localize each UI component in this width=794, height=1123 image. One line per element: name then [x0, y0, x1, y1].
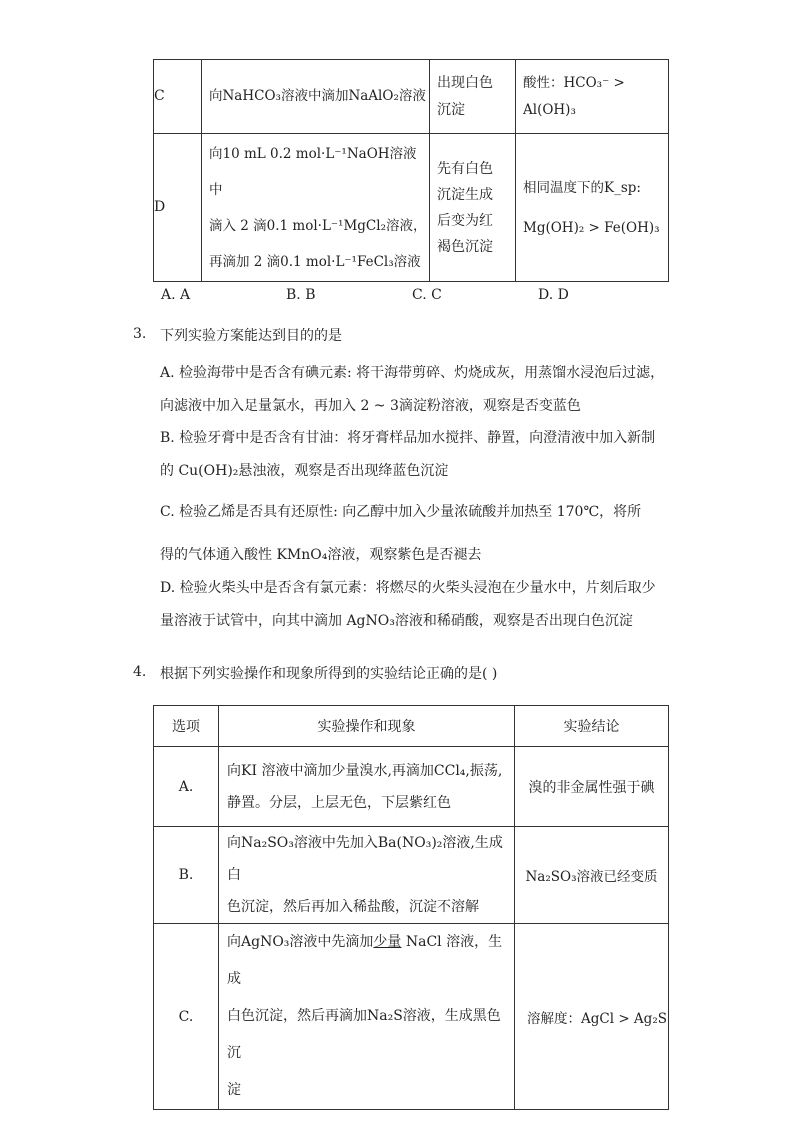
- operation-line: 静置。分层，上层无色，下层紫红色: [227, 794, 451, 811]
- operation-cell: [219, 747, 515, 827]
- row-label-cell: [154, 924, 219, 1110]
- conclusion-text: 酸性：HCO₃⁻ > Al(OH)₃: [523, 74, 625, 118]
- option-c-line[interactable]: 得的气体通入酸性 KMnO₄溶液，观察紫色是否褪去: [160, 547, 482, 563]
- operation-text: 向NaHCO₃溶液中滴加NaAlO₂溶液: [209, 88, 426, 104]
- conclusion-cell: [515, 827, 669, 924]
- phenomenon-line: 先有白色: [437, 160, 493, 177]
- table-cell-label: [154, 60, 202, 134]
- phenomenon-line: 褐色沉淀: [437, 238, 493, 255]
- conclusion-line: 相同温度下的K_sp:: [523, 179, 641, 196]
- operation-line: 向KI 溶液中滴加少量溴水,再滴加CCl₄,振荡,: [227, 762, 503, 779]
- conclusion-text: Na₂SO₃溶液已经变质: [525, 869, 658, 885]
- row-label: A.: [178, 778, 194, 795]
- phenomenon-line: 沉淀生成: [437, 186, 493, 203]
- header-operation: 实验操作和现象: [317, 719, 416, 735]
- header-option: 选项: [172, 719, 200, 735]
- question-number: 4.: [133, 664, 147, 680]
- conclusion-text: 溴的非金属性强于碘: [528, 779, 655, 796]
- conclusion-line: Mg(OH)₂ > Fe(OH)₃: [523, 219, 660, 236]
- table-experiments-q4: [153, 705, 669, 1110]
- row-label: B.: [178, 867, 194, 883]
- table-cell-phenomenon: [430, 60, 516, 134]
- table-cell-operation: [202, 134, 430, 282]
- answer-option-a[interactable]: A. A: [161, 287, 191, 303]
- table-cell-label: [154, 134, 202, 282]
- option-d-line[interactable]: D. 检验火柴头中是否含有氯元素：将燃尽的火柴头浸泡在少量水中，片刻后取少: [160, 580, 656, 596]
- phenomenon-line: 沉淀: [437, 101, 465, 118]
- option-a-line[interactable]: A. 检验海带中是否含有碘元素: 将干海带剪碎、灼烧成灰，用蒸馏水浸泡后过滤，: [160, 365, 665, 381]
- answer-option-b[interactable]: B. B: [286, 287, 316, 303]
- conclusion-cell: [515, 924, 669, 1110]
- option-a-line[interactable]: 向滤液中加入足量氯水，再加入 2 ~ 3滴淀粉溶液，观察是否变蓝色: [160, 398, 581, 414]
- row-label-d: D: [154, 199, 166, 215]
- option-d-line[interactable]: 量溶液于试管中，向其中滴加 AgNO₃溶液和稀硝酸，观察是否出现白色沉淀: [160, 613, 633, 629]
- operation-line: [227, 924, 514, 998]
- conclusion-cell: [515, 747, 669, 827]
- row-label-c: C: [154, 88, 165, 104]
- phenomenon-line: 后变为红: [437, 212, 493, 229]
- question-number: 3.: [133, 326, 147, 342]
- table-cell-operation: [202, 60, 430, 134]
- phenomenon-line: 出现白色: [437, 74, 493, 91]
- table-cell-conclusion: [516, 60, 669, 134]
- header-conclusion: 实验结论: [563, 719, 620, 735]
- row-label-cell: [154, 747, 219, 827]
- question-stem: 下列实验方案能达到目的的是: [160, 328, 342, 344]
- underlined-segment: 少量: [373, 934, 402, 950]
- operation-line: 滴入 2 滴0.1 mol·L⁻¹MgCl₂溶液，: [209, 217, 427, 234]
- operation-segment: NaCl 溶液，生成: [227, 934, 503, 987]
- operation-line: 色沉淀，然后再加入稀盐酸，沉淀不溶解: [227, 899, 479, 915]
- operation-line: 淀: [227, 1082, 241, 1098]
- operation-line: 白色沉淀，然后再滴加Na₂S溶液，生成黑色沉: [227, 1008, 501, 1061]
- operation-line: 向10 mL 0.2 mol·L⁻¹NaOH溶液中: [209, 145, 417, 198]
- operation-cell: [219, 924, 515, 1110]
- table-cell-phenomenon: [430, 134, 516, 282]
- header-cell: [219, 706, 515, 747]
- operation-cell: [219, 827, 515, 924]
- row-label: C.: [178, 1008, 194, 1025]
- header-cell: [515, 706, 669, 747]
- operation-line: 向Na₂SO₃溶液中先加入Ba(NO₃)₂溶液,生成白: [227, 835, 503, 883]
- answer-option-d[interactable]: D. D: [538, 287, 569, 303]
- question-stem: 根据下列实验操作和现象所得到的实验结论正确的是( ): [160, 666, 498, 682]
- operation-segment: 向AgNO₃溶液中先滴加: [227, 934, 374, 950]
- answer-option-c[interactable]: C. C: [412, 287, 442, 303]
- option-c-line[interactable]: C. 检验乙烯是否具有还原性: 向乙醇中加入少量浓硫酸并加热至 170℃，将所: [160, 504, 642, 520]
- operation-line: 再滴加 2 滴0.1 mol·L⁻¹FeCl₃溶液: [209, 253, 421, 270]
- conclusion-text: 溶解度：AgCl > Ag₂S: [527, 1010, 667, 1027]
- row-label-cell: [154, 827, 219, 924]
- header-cell: [154, 706, 219, 747]
- option-b-line[interactable]: 的 Cu(OH)₂悬浊液，观察是否出现绛蓝色沉淀: [160, 463, 449, 479]
- option-b-line[interactable]: B. 检验牙膏中是否含有甘油：将牙膏样品加水搅拌、静置，向澄清液中加入新制: [160, 430, 656, 446]
- table-cell-conclusion: [516, 134, 669, 282]
- table-experiments-continued: [153, 59, 669, 282]
